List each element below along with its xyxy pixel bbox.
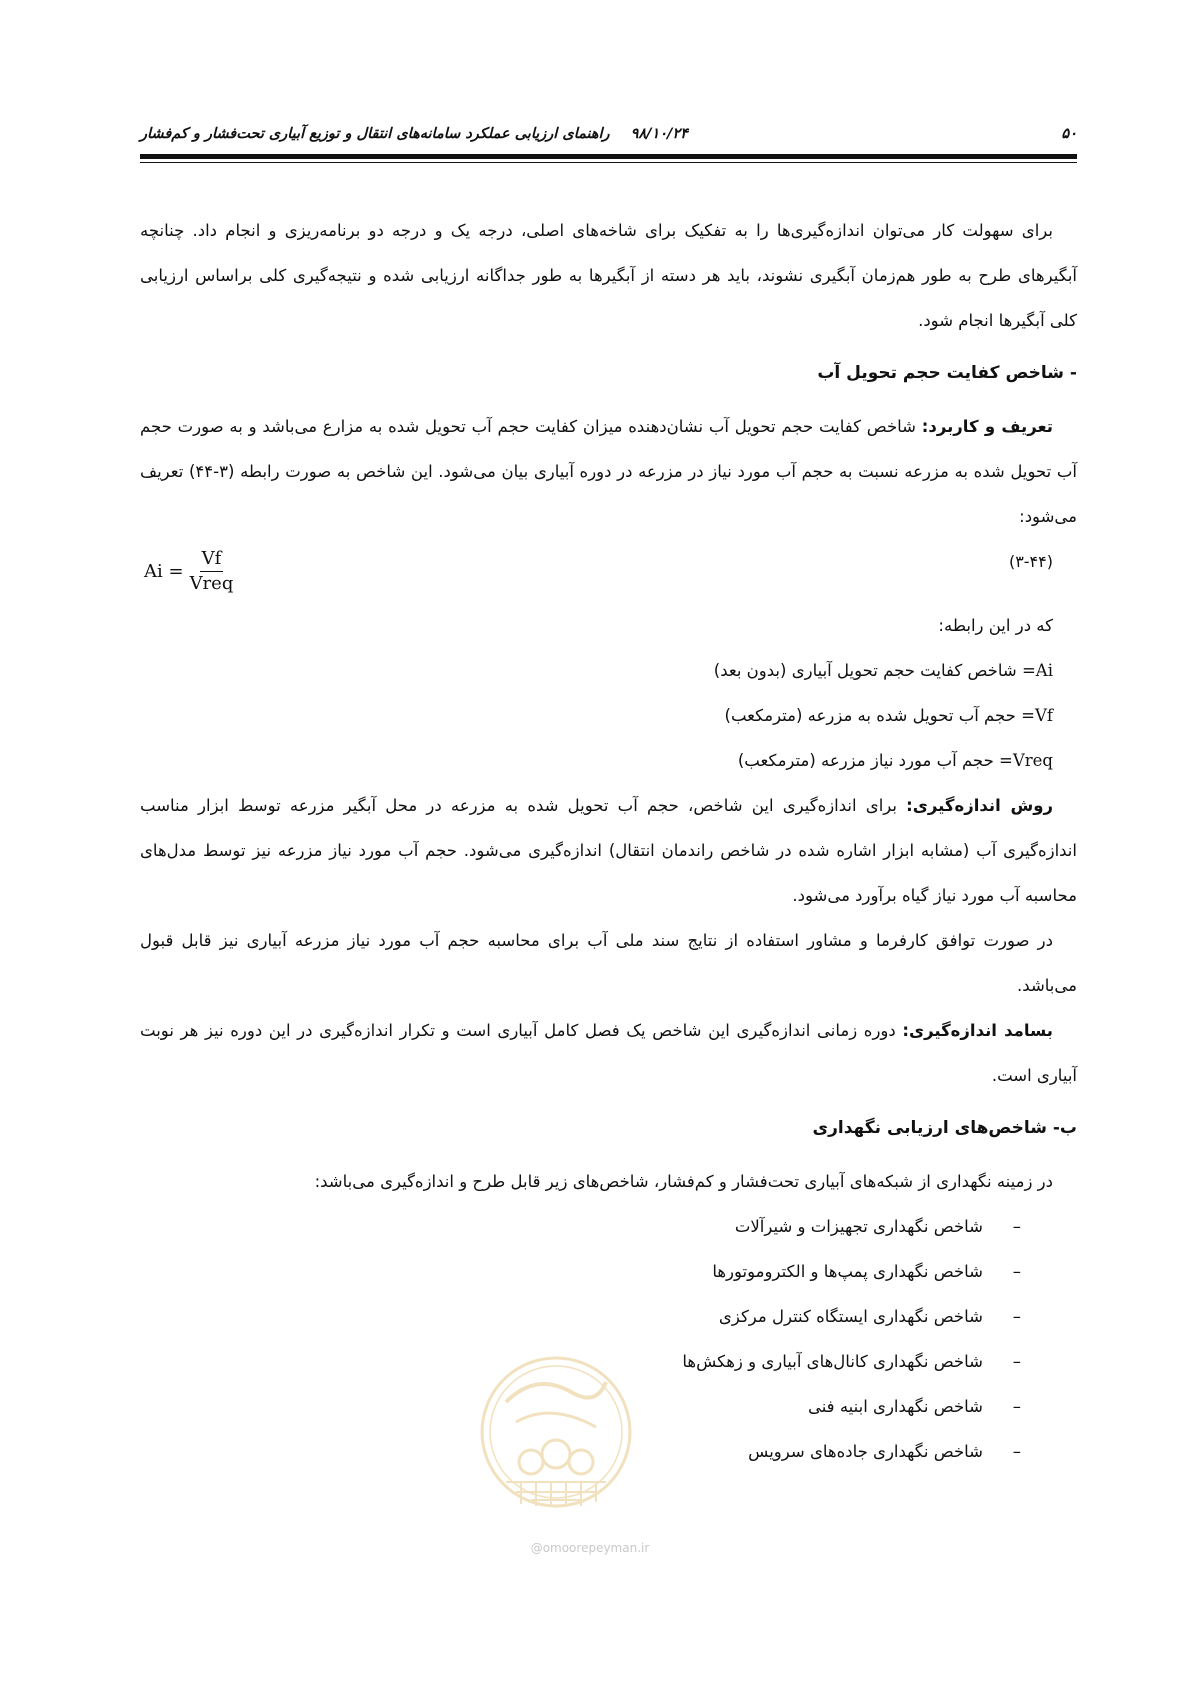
definition-label: تعریف و کاربرد: (921, 417, 1053, 436)
agreement-paragraph: در صورت توافق کارفرما و مشاور استفاده از نتایج سند ملی آب برای محاسبه حجم آب مورد نیاز مزرعه آبیاری نیز قابل قبول می‌باشد. (140, 931, 1077, 995)
method-label: روش اندازه‌گیری: (906, 796, 1053, 815)
formula (144, 539, 233, 603)
frequency-text: دوره زمانی اندازه‌گیری این شاخص یک فصل کامل آبیاری است و تکرار اندازه‌گیری در این دوره نیز هر نوبت آبیاری است. (140, 1021, 1077, 1085)
list-item-text: شاخص نگهداری ایستگاه کنترل مرکزی (718, 1307, 983, 1326)
definition-symbol: Vf (1034, 706, 1053, 725)
intro-paragraph: برای سهولت کار می‌توان اندازه‌گیری‌ها را به تفکیک برای شاخه‌های اصلی، درجه یک و درجه دو برنامه‌ریزی و انجام داد. چنانچه آبگیرهای طرح به طور هم‌زمان آبگیری نشوند، باید هر دسته از آبگیرها به طور جداگانه ارزیابی شده و نتیجه‌گیری کلی براساس ارزیابی کلی آبگیرها انجام شود. (140, 221, 1077, 330)
where-text: که در این رابطه: (938, 616, 1053, 635)
watermark-logo (476, 1332, 696, 1532)
page-header (140, 126, 1077, 146)
dash-bullet: – (1012, 1217, 1021, 1236)
list-item-text: شاخص نگهداری جاده‌های سرویس (748, 1442, 983, 1461)
dash-bullet: – (1012, 1442, 1021, 1461)
frequency-paragraph (140, 1008, 1077, 1098)
page-body (140, 208, 1077, 1474)
running-header (140, 126, 688, 142)
section-heading-delivery-adequacy: - شاخص کفایت حجم تحویل آب (817, 363, 1077, 383)
dash-bullet: – (1012, 1307, 1021, 1326)
watermark-url: @omoorepeyman.ir (530, 1541, 650, 1555)
list-item-text: شاخص نگهداری کانال‌های آبیاری و زهکش‌ها (682, 1352, 983, 1371)
method-text: برای اندازه‌گیری این شاخص، حجم آب تحویل شده به مزرعه در محل آبگیر مزرعه توسط ابزار مناسب اندازه‌گیری آب (مشابه ابزار اشاره شده در شاخص راندمان انتقال) اندازه‌گیری می‌شود. حجم آب مورد نیاز مزرعه نیز توسط مدل‌های محاسبه آب مورد نیاز گیاه برآورد می‌شود. (140, 796, 1077, 905)
header-date: ۹۸/۱۰/۲۴ (630, 126, 688, 142)
section-heading-maintenance: ب- شاخص‌های ارزیابی نگهداری (812, 1118, 1077, 1138)
list-item-text: شاخص نگهداری ابنیه فنی (807, 1397, 983, 1416)
dash-bullet: – (1012, 1352, 1021, 1371)
maintenance-intro: در زمینه نگهداری از شبکه‌های آبیاری تحت‌فشار و کم‌فشار، شاخص‌های زیر قابل طرح و اندازه‌گیری می‌باشد: (314, 1172, 1053, 1191)
frequency-label: بسامد اندازه‌گیری: (902, 1021, 1054, 1040)
definition-text: شاخص کفایت حجم تحویل آب نشان‌دهنده میزان کفایت حجم آب تحویل شده به مزارع می‌باشد و به صورت حجم آب تحویل شده به مزرعه نسبت به حجم آب مورد نیاز در مزرعه در دوره آبیاری بیان می‌شود. این شاخص به صورت رابطه (۳-۴۴) تعریف می‌شود: (140, 417, 1077, 526)
list-item-text: شاخص نگهداری پمپ‌ها و الکتروموتورها (712, 1262, 983, 1281)
definition-symbol: Vreq (1012, 751, 1053, 770)
variable-definitions (140, 603, 1077, 783)
definition-item (140, 693, 1053, 738)
list-item (140, 1204, 1021, 1249)
method-paragraph (140, 783, 1077, 918)
header-rule-thin (140, 162, 1077, 163)
formula-row (140, 539, 1077, 603)
header-title: راهنمای ارزیابی عملکرد سامانه‌های انتقال و توزیع آبیاری تحت‌فشار و کم‌فشار (140, 126, 610, 142)
definition-paragraph (140, 404, 1077, 539)
definition-meaning: = حجم آب تحویل شده به مزرعه (مترمکعب) (724, 706, 1035, 725)
dash-bullet: – (1012, 1262, 1021, 1281)
definition-item (140, 648, 1053, 693)
formula-denominator: Vreq (189, 572, 234, 594)
formula-number: (۳-۴۴) (1008, 552, 1053, 571)
formula-lhs: Ai = (144, 560, 184, 582)
definition-meaning: = حجم آب مورد نیاز مزرعه (مترمکعب) (737, 751, 1013, 770)
definition-item (140, 738, 1053, 783)
formula-numerator: Vf (200, 547, 224, 572)
dash-bullet: – (1012, 1397, 1021, 1416)
list-item (140, 1249, 1021, 1294)
header-rule-thick (140, 154, 1077, 159)
formula-fraction (190, 547, 234, 596)
page-number: ۵۰ (1061, 126, 1077, 142)
definition-symbol: Ai (1035, 661, 1053, 680)
list-item-text: شاخص نگهداری تجهیزات و شیرآلات (734, 1217, 983, 1236)
definition-meaning: = شاخص کفایت حجم تحویل آبیاری (بدون بعد) (713, 661, 1036, 680)
